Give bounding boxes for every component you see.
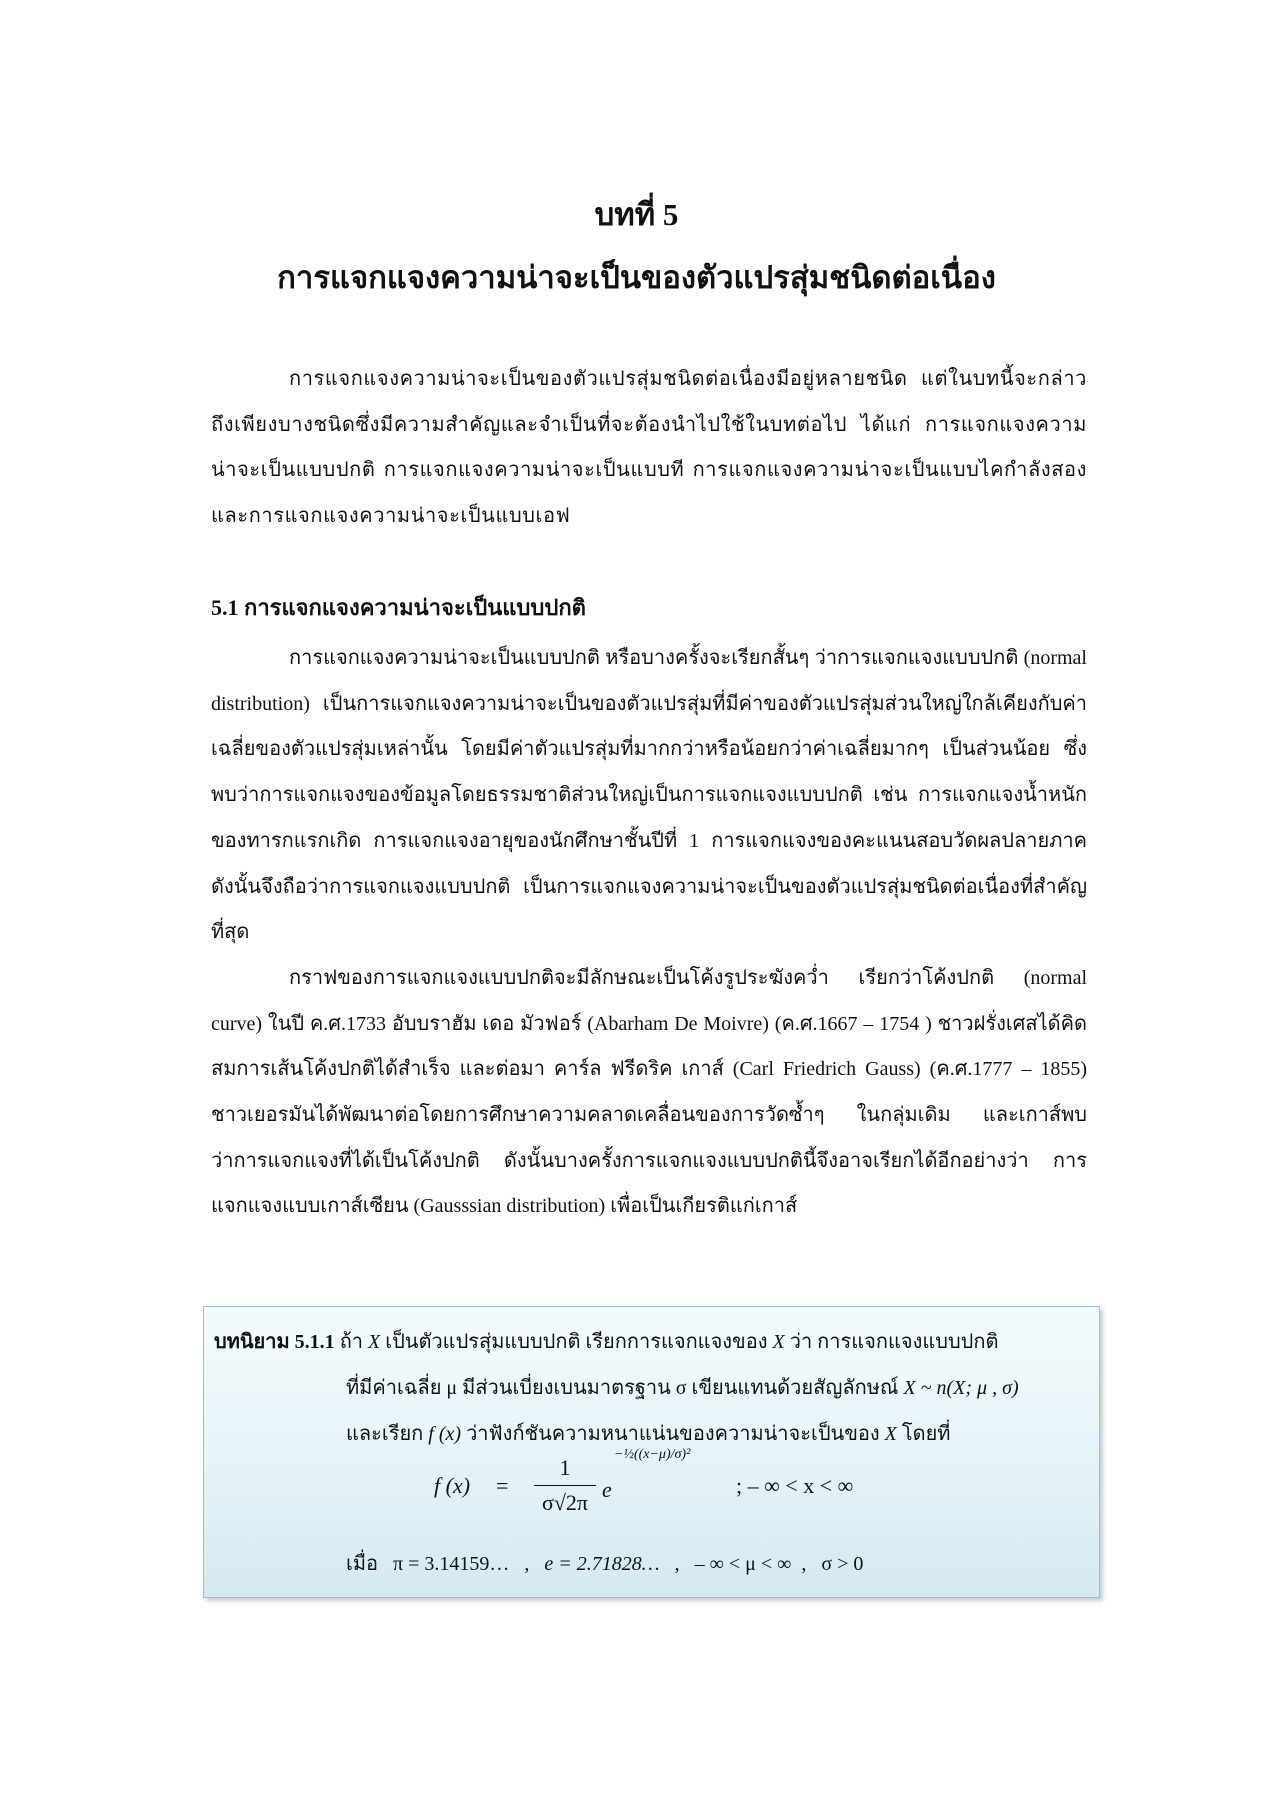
intro-paragraph	[211, 357, 1087, 540]
separator: ,	[524, 1553, 530, 1575]
definition-text: โดยที่	[901, 1423, 951, 1445]
definition-text: ที่มีค่าเฉลี่ย	[346, 1377, 442, 1399]
definition-where-line	[346, 1547, 863, 1579]
math-variable: X	[368, 1331, 381, 1353]
formula-base: e	[602, 1477, 612, 1502]
intro-text: การแจกแจงความน่าจะเป็นของตัวแปรสุ่มชนิดต่อเนื่องมีอยู่หลายชนิด แต่ในบทนี้จะกล่าวถึงเพียงบางชนิดซึ่งมีความสำคัญและจำเป็นที่จะต้องนำไปใช้ในบทต่อไป ได้แก่ การแจกแจงความน่าจะเป็นแบบปกติ การแจกแจงความน่าจะเป็นแบบที การแจกแจงความน่าจะเป็นแบบไคกำลังสอง และการแจกแจงความน่าจะเป็นแบบเอฟ	[211, 368, 1087, 528]
fraction-bar	[534, 1485, 596, 1486]
definition-text: และเรียก	[346, 1423, 424, 1445]
definition-text: เป็นตัวแปรสุ่มแบบปกติ เรียกการแจกแจงของ	[385, 1331, 768, 1353]
section-body	[211, 636, 1087, 1230]
separator: ,	[801, 1553, 807, 1575]
definition-text: มีส่วนเบี่ยงเบนมาตรฐาน	[462, 1377, 671, 1399]
math-notation: X ~ n(X; μ , σ)	[903, 1377, 1019, 1399]
definition-line-2	[346, 1373, 1019, 1403]
separator: ,	[674, 1553, 680, 1575]
formula-range: ; – ∞ < x < ∞	[736, 1473, 854, 1498]
section-heading: 5.1 การแจกแจงความน่าจะเป็นแบบปกติ	[211, 595, 586, 620]
definition-text: ว่า การแจกแจงแบบปกติ	[789, 1331, 999, 1353]
math-variable: X	[772, 1331, 785, 1353]
sigma-range: σ > 0	[821, 1553, 864, 1575]
definition-text: ว่าฟังก์ชันความหนาแน่นของความน่าจะเป็นของ	[466, 1423, 880, 1445]
definition-label: บทนิยาม 5.1.1	[214, 1331, 335, 1353]
math-function: f (x)	[428, 1423, 462, 1445]
definition-line-1	[214, 1327, 998, 1357]
chapter-title: การแจกแจงความน่าจะเป็นของตัวแปรสุ่มชนิดต่อเนื่อง	[277, 260, 996, 295]
density-formula	[434, 1447, 854, 1533]
math-variable: X	[884, 1423, 897, 1445]
formula-lhs: f (x)	[434, 1473, 471, 1498]
section-paragraph-1: การแจกแจงความน่าจะเป็นแบบปกติ หรือบางครั้งจะเรียกสั้นๆ ว่าการแจกแจงแบบปกติ (normal distribution) เป็นการแจกแจงความน่าจะเป็นของตัวแปรสุ่มที่มีค่าของตัวแปรสุ่มส่วนใหญ่ใกล้เคียงกับค่าเฉลี่ยของตัวแปรสุ่มเหล่านั้น โดยมีค่าตัวแปรสุ่มที่มากกว่าหรือน้อยกว่าค่าเฉลี่ยมากๆ เป็นส่วนน้อย ซึ่งพบว่าการแจกแจงของข้อมูลโดยธรรมชาติส่วนใหญ่เป็นการแจกแจงแบบปกติ เช่น การแจกแจงน้ำหนักของทารกแรกเกิด การแจกแจงอายุของนักศึกษาชั้นปีที่ 1 การแจกแจงของคะแนนสอบวัดผลปลายภาค ดังนั้นจึงถือว่าการแจกแจงแบบปกติ เป็นการแจกแจงความน่าจะเป็นของตัวแปรสุ่มชนิดต่อเนื่องที่สำคัญที่สุด	[211, 647, 1087, 944]
formula-fraction	[534, 1453, 596, 1518]
e-value: e = 2.71828…	[544, 1553, 660, 1575]
math-symbol: σ	[675, 1377, 687, 1399]
definition-box	[203, 1306, 1100, 1598]
definition-text: เขียนแทนด้วยสัญลักษณ์	[691, 1377, 899, 1399]
formula-equals: =	[496, 1473, 509, 1498]
definition-line-3	[346, 1419, 951, 1449]
definition-text: ถ้า	[339, 1331, 364, 1353]
formula-exponent: −½((x−μ)/σ)²	[614, 1447, 691, 1462]
mu-range: – ∞ < μ < ∞	[694, 1553, 792, 1575]
fraction-denominator: σ√2π	[541, 1490, 589, 1515]
section-paragraph-2: กราฟของการแจกแจงแบบปกติจะมีลักษณะเป็นโค้งรูประฆังคว่ำ เรียกว่าโค้งปกติ (normal curve) ในปี ค.ศ.1733 อับบราฮัม เดอ มัวฟอร์ (Abarham De Moivre) (ค.ศ.1667 – 1754 ) ชาวฝรั่งเศสได้คิดสมการเส้นโค้งปกติได้สำเร็จ และต่อมา คาร์ล ฟรีดริค เกาส์ (Carl Friedrich Gauss) (ค.ศ.1777 – 1855) ชาวเยอรมันได้พัฒนาต่อโดยการศึกษาความคลาดเคลื่อนของการวัดซ้ำๆ ในกลุ่มเดิม และเกาส์พบว่าการแจกแจงที่ได้เป็นโค้งปกติ ดังนั้นบางครั้งการแจกแจงแบบปกตินี้จึงอาจเรียกได้อีกอย่างว่า การแจกแจงแบบเกาส์เซียน (Gausssian distribution) เพื่อเป็นเกียรติแก่เกาส์	[211, 966, 1087, 1218]
math-symbol: μ	[446, 1377, 458, 1399]
chapter-number: บทที่ 5	[594, 197, 679, 232]
pi-value: π = 3.14159…	[393, 1553, 510, 1575]
where-label: เมื่อ	[346, 1553, 379, 1575]
fraction-numerator: 1	[559, 1455, 571, 1480]
